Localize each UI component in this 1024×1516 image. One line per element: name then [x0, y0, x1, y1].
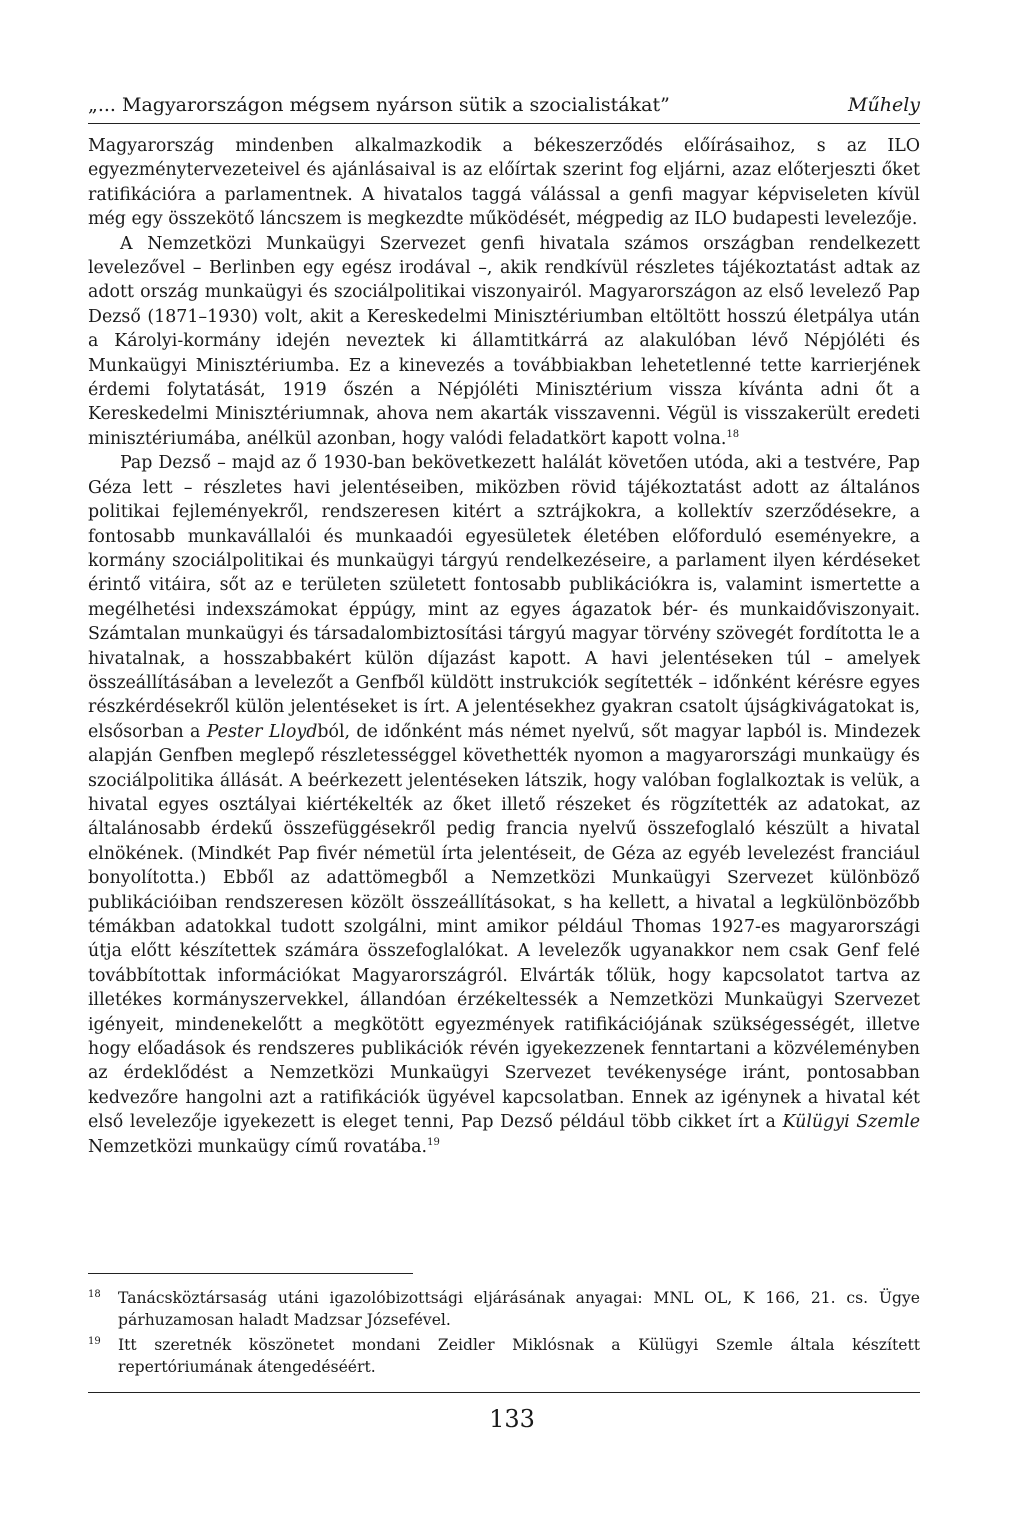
footnote-ref-19[interactable]: 19: [427, 1136, 440, 1148]
pester-lloyd-title: Pester Lloyd: [206, 721, 318, 742]
paragraph-1-text: Magyarország mindenben alkalmazkodik a békeszerződés előírásaihoz, s az ILO egyezménytervezeteivel és ajánlásaival is az előírtak szerint fog eljárni, azaz előterjeszti őket ratifikációra a parlamentnek. A hivatalos taggá válással a genfi magyar képviseleten kívül még egy összekötő láncszem is megkezdte működését, mégpedig az ILO budapesti levelezője.: [88, 136, 920, 230]
body-text: [88, 134, 920, 1159]
footnote-rule: [88, 1273, 413, 1274]
paragraph-2-text: A Nemzetközi Munkaügyi Szervezet genfi hivatala számos országban rendelkezett levelezővel – Berlinben egy egész irodával –, akik rendkívül részletes tájékoztatást adtak az adott ország munkaügyi és szociálpolitikai viszonyairól. Magyarországon az első levelező Pap Dezső (1871–1930) volt, akit a Kereskedelmi Minisztériumban eltöltött hosszú életpálya után a Károlyi-kormány idején neveztek ki államtitkárrá az alakulóban lévő Népjóléti és Munkaügyi Minisztériumba. Ez a kinevezés a továbbiakban lehetetlenné tette karrierjének érdemi folytatását, 1919 őszén a Népjóléti Minisztérium vissza kívánta adni őt a Kereskedelmi Minisztériumnak, ahova nem akarták visszavenni. Végül is visszakerült eredeti minisztériumába, anélkül azonban, hogy valódi feladatkört kapott volna.: [88, 233, 920, 449]
running-header: [88, 92, 920, 118]
footnote-number: 18: [88, 1289, 101, 1300]
section-label: Műhely: [848, 94, 920, 116]
footnote-number: 19: [88, 1336, 101, 1347]
paragraph-3-text-b: ból, de időnként más német nyelvű, sőt magyar lapból is. Mindezek alapján Genfben meglepő részletességgel követhették nyomon a magyarországi munkaügy és szociálpolitika állását. A beérkezett jelentéseken látszik, hogy valóban foglalkoztak is velük, a hivatal egyes osztályai kiértékelték az őket illető részeket és rögzítették az adatokat, az általánosabb érdekű összefüggésekről pedig francia nyelvű összefoglaló készült a hivatal elnökének. (Mindkét Pap fivér németül írta jelentéseit, de Géza az egyéb levelezést franciául bonyolította.) Ebből az adattömegből a Nemzetközi Munkaügyi Szervezet különböző publikációiban rendszeresen közölt összeállításokat, s ha kellett, a hivatal a legkülönbözőbb témákban adatokkal tudott szolgálni, mint amikor például Thomas 1927-es magyarországi útja előtt készítettek számára összefoglalókat. A levelezők ugyanakkor nem csak Genf felé továbbítottak információkat Magyarországról. Elvárták tőlük, hogy kapcsolatot tartva az illetékes kormányszervekkel, állandóan érzékeltessék a Nemzetközi Munkaügyi Szervezet igényeit, mindenekelőtt a megkötött egyezmények ratifikációjának szükségességét, illetve hogy előadások és rendszeres publikációk révén igyekezzenek fenntartani a közvéleményben az érdeklődést a Nemzetközi Munkaügyi Szervezet tevékenysége iránt, pontosabban kedvezőre hangolni azt a ratifikációk ügyével kapcsolatban. Ennek az igénynek a hivatal két első levelezője igyekezett is eleget tenni, Pap Dezső például több cikket írt a: [88, 721, 920, 1133]
footnote-text: Tanácsköztársaság utáni igazolóbizottsági eljárásának anyagai: MNL OL, K 166, 21. cs. Ügye párhuzamosan haladt Madzsar Józsefével.: [118, 1289, 920, 1329]
footnote-ref-18[interactable]: 18: [726, 428, 740, 440]
kulugyi-szemle-title: Külügyi Szemle: [782, 1112, 920, 1133]
paragraph-3-text-c: Nemzetközi munkaügy című rovatába.: [88, 1136, 428, 1157]
bottom-rule: [88, 1392, 920, 1393]
footnote-text: Itt szeretnék köszönetet mondani Zeidler Miklósnak a Külügyi Szemle általa készített repertóriumának átengedéséért.: [118, 1336, 920, 1376]
footnote-18: [88, 1287, 920, 1331]
footnote-19: [88, 1334, 920, 1378]
paragraph-3-text-a: Pap Dezső – majd az ő 1930-ban bekövetkezett halálát követően utóda, aki a testvére, Pap Géza lett – részletes havi jelentéseiben, miközben rövid tájékoztatást adott az általános politikai fejleményekről, rendszeresen kitért a sztrájkokra, a kollektív szerződésekre, a fontosabb munkavállalói és munkaadói egyesületek életében előforduló eseményekre, a kormány szociálpolitikai és munkaügyi tárgyú rendelkezéseire, a parlament ilyen kérdéseket érintő vitáira, sőt az e területen született fontosabb publikációkra is, valamint ismertette a megélhetési indexszámokat éppúgy, mint az egyes ágazatok bér- és munkaidőviszonyait. Számtalan munkaügyi és társadalombiztosítási tárgyú magyar törvény szövegét fordította le a hivatalnak, a hosszabbakért külön díjazást kapott. A havi jelentéseken túl – amelyek összeállításában a levelezőt a Genfből küldött instrukciók segítették – időnként kérésre egyes részkérdésekről külön jelentéseket is írt. A jelentésekhez gyakran csatolt újságkivágatokat is, elsősorban a: [88, 453, 920, 742]
paragraph-3: [88, 451, 920, 1159]
paragraph-1: [88, 134, 920, 232]
header-rule: [88, 123, 920, 124]
running-title: „... Magyarországon mégsem nyárson sütik a szocialistákat”: [88, 94, 670, 116]
page-number: 133: [489, 1405, 535, 1433]
footnotes: [88, 1287, 920, 1381]
paragraph-2: [88, 232, 920, 452]
